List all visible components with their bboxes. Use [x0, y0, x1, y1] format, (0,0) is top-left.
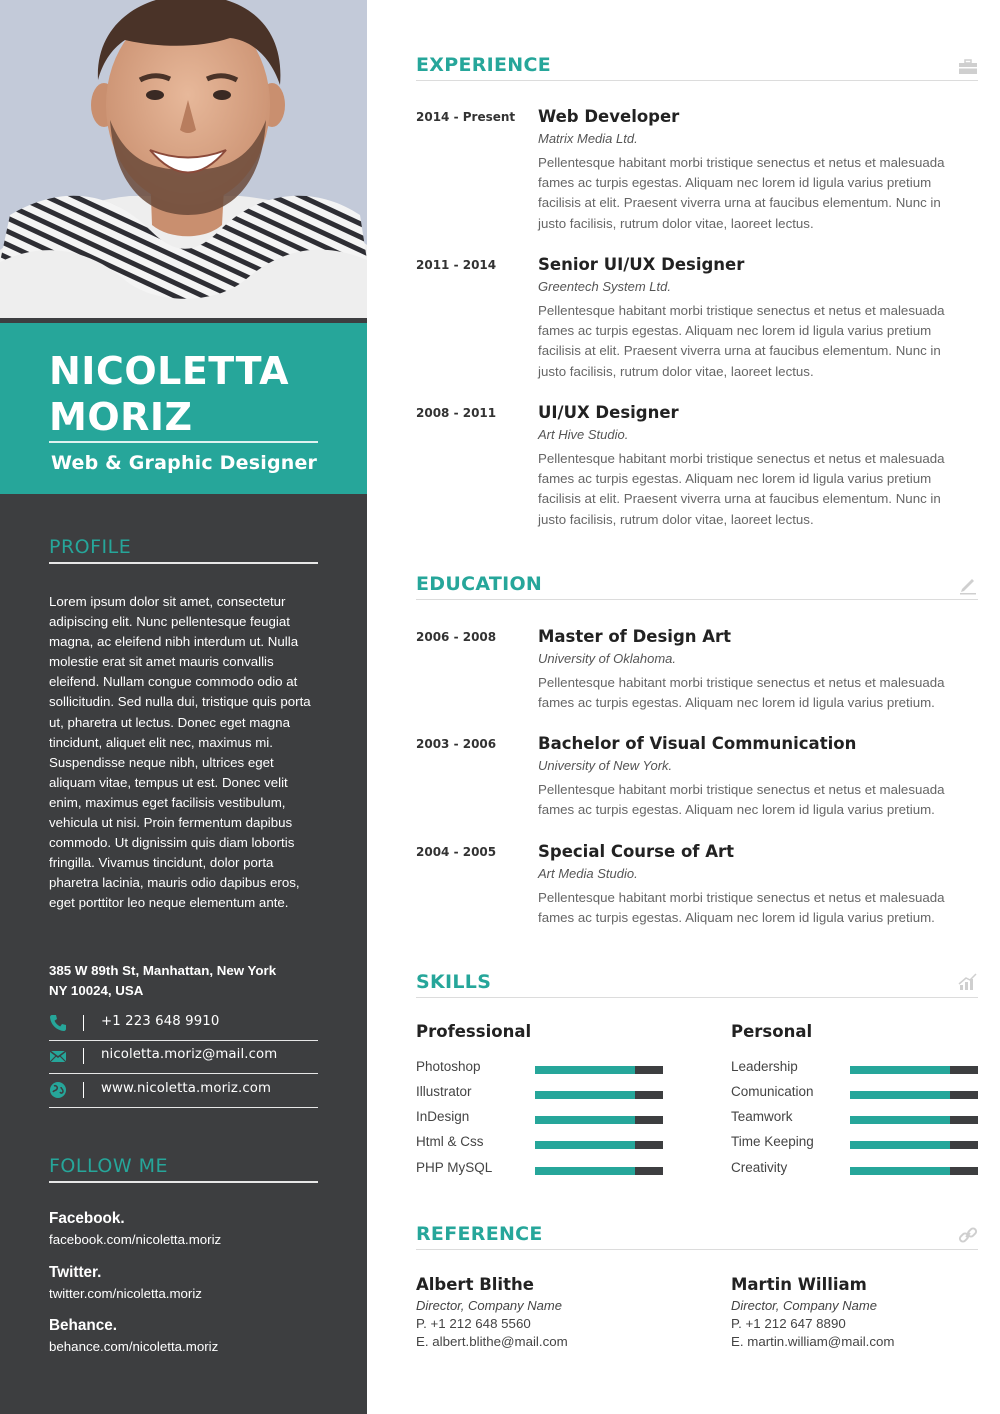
- globe-icon: [49, 1081, 67, 1099]
- reference-role: Director, Company Name: [416, 1298, 562, 1313]
- reference-phone[interactable]: P. +1 212 648 5560: [416, 1316, 531, 1331]
- experience-period: 2014 - Present: [416, 110, 516, 124]
- behance-link[interactable]: behance.com/nicoletta.moriz: [49, 1339, 219, 1354]
- skill-name: Teamwork: [731, 1109, 793, 1124]
- skill-bar-fill: [535, 1116, 635, 1124]
- skill-bar-fill: [850, 1116, 950, 1124]
- skill-name: Illustrator: [416, 1084, 472, 1099]
- experience-title: Web Developer: [538, 107, 680, 126]
- reference-heading: REFERENCE: [416, 1223, 543, 1245]
- education-period: 2003 - 2006: [416, 737, 497, 751]
- education-title: Bachelor of Visual Communication: [538, 734, 857, 753]
- education-school: Art Media Studio.: [538, 866, 638, 881]
- name-banner: [0, 323, 367, 494]
- pencil-icon: [958, 575, 978, 595]
- link-icon: [958, 1225, 978, 1245]
- education-divider: [416, 599, 978, 600]
- experience-heading: EXPERIENCE: [416, 54, 552, 76]
- reference-divider: [416, 1249, 978, 1250]
- skill-bar: [850, 1141, 978, 1149]
- email-icon: [49, 1047, 67, 1065]
- skill-name: Comunication: [731, 1084, 814, 1099]
- profile-heading: PROFILE: [49, 536, 132, 558]
- follow-heading: FOLLOW ME: [49, 1155, 169, 1177]
- reference-name: Albert Blithe: [416, 1275, 534, 1294]
- skill-bar-fill: [535, 1167, 635, 1175]
- skill-row: [731, 1109, 978, 1127]
- email-address[interactable]: nicoletta.moriz@mail.com: [101, 1047, 278, 1062]
- skill-bar-fill: [850, 1167, 950, 1175]
- experience-period: 2011 - 2014: [416, 258, 497, 272]
- experience-title: Senior UI/UX Designer: [538, 255, 745, 274]
- portrait-illustration: [0, 0, 367, 318]
- skill-bar-fill: [535, 1091, 635, 1099]
- profile-divider: [49, 562, 318, 564]
- education-description: Pellentesque habitant morbi tristique senectus et netus et malesuada fames ac turpis egestas. Aliquam nec lorem id ligula varius pretium.: [538, 890, 945, 926]
- profile-photo: [0, 0, 367, 318]
- reference-email[interactable]: E. martin.william@mail.com: [731, 1334, 895, 1349]
- website-url[interactable]: www.nicoletta.moriz.com: [101, 1081, 272, 1096]
- contact-phone: [49, 1007, 318, 1041]
- education-period: 2006 - 2008: [416, 630, 497, 644]
- skill-bar: [535, 1167, 663, 1175]
- education-school: University of Oklahoma.: [538, 651, 676, 666]
- skills-heading: SKILLS: [416, 971, 492, 993]
- skill-row: [416, 1109, 663, 1127]
- person-name: [49, 348, 289, 440]
- address-line-1: 385 W 89th St, Manhattan, New York: [49, 963, 277, 978]
- experience-description: Pellentesque habitant morbi tristique senectus et netus et malesuada fames ac turpis egestas. Aliquam nec lorem id ligula varius pretium facilisis at elit. Praesent viverra urna at faucibus elementum. Nunc in justo facilisis, rutrum dolor vitae, laoreet lectus.: [538, 303, 945, 379]
- contact-website: [49, 1074, 318, 1108]
- contact-separator: [83, 1082, 84, 1098]
- skill-bar-fill: [850, 1066, 950, 1074]
- profile-text: Lorem ipsum dolor sit amet, consectetur adipiscing elit. Nunc pellentesque feugiat magna, ac eleifend nibh interdum ut. Nulla molestie erat sit amet mauris convallis eleifend. Nullam congue commodo odio at sollicitudin. Sed nulla dui, tristique quis porta ut, pharetra ut lectus. Donec eget magna tincidunt, aliquet elit nec, maximus mi. Suspendisse neque nibh, ultrices eget aliquam vitae, tempus ut est. Donec velit enim, maximus eget facilisis vestibulum, vehicula ut nisi. Proin fermentum dapibus commodo. Ut dignissim quis diam lobortis fringilla. Vivamus tincidunt, dolor porta pharetra lacinia, mauris odio dapibus eros, eget porttitor leo neque elementum ante.: [49, 594, 311, 911]
- behance-label: Behance.: [49, 1317, 118, 1334]
- education-description: Pellentesque habitant morbi tristique senectus et netus et malesuada fames ac turpis egestas. Aliquam nec lorem id ligula varius pretium.: [538, 782, 945, 818]
- skill-bar: [535, 1141, 663, 1149]
- experience-company: Matrix Media Ltd.: [538, 131, 638, 146]
- experience-description: Pellentesque habitant morbi tristique senectus et netus et malesuada fames ac turpis egestas. Aliquam nec lorem id ligula varius pretium facilisis at elit. Praesent viverra urna at faucibus elementum. Nunc in justo facilisis, rutrum dolor vitae, laoreet lectus.: [538, 451, 945, 527]
- name-divider: [49, 441, 318, 443]
- experience-company: Greentech System Ltd.: [538, 279, 671, 294]
- facebook-label: Facebook.: [49, 1210, 125, 1227]
- skill-row: [416, 1160, 663, 1178]
- skill-name: Photoshop: [416, 1059, 481, 1074]
- skill-row: [731, 1134, 978, 1152]
- twitter-label: Twitter.: [49, 1264, 102, 1281]
- contact-separator: [83, 1048, 84, 1064]
- follow-divider: [49, 1181, 318, 1183]
- job-title: Web & Graphic Designer: [51, 452, 318, 474]
- contact-email: [49, 1040, 318, 1074]
- personal-skills-title: Personal: [731, 1022, 813, 1041]
- last-name: MORIZ: [49, 395, 193, 439]
- experience-divider: [416, 80, 978, 81]
- skill-name: InDesign: [416, 1109, 470, 1124]
- reference-card: [416, 1275, 656, 1349]
- skill-bar-fill: [850, 1141, 950, 1149]
- skill-row: [731, 1059, 978, 1077]
- skill-bar: [850, 1116, 978, 1124]
- skill-bar-fill: [850, 1091, 950, 1099]
- skill-name: Leadership: [731, 1059, 798, 1074]
- skill-row: [416, 1134, 663, 1152]
- facebook-link[interactable]: facebook.com/nicoletta.moriz: [49, 1232, 222, 1247]
- reference-email[interactable]: E. albert.blithe@mail.com: [416, 1334, 568, 1349]
- professional-skills-title: Professional: [416, 1022, 532, 1041]
- bar-chart-icon: [958, 972, 978, 992]
- phone-icon: [49, 1014, 67, 1032]
- briefcase-icon: [958, 57, 978, 77]
- experience-description: Pellentesque habitant morbi tristique senectus et netus et malesuada fames ac turpis egestas. Aliquam nec lorem id ligula varius pretium facilisis at elit. Praesent viverra urna at faucibus elementum. Nunc in justo facilisis, rutrum dolor vitae, laoreet lectus.: [538, 155, 945, 231]
- skill-bar: [535, 1091, 663, 1099]
- professional-skills: [416, 1022, 663, 1175]
- first-name: NICOLETTA: [49, 349, 289, 393]
- skill-bar: [850, 1091, 978, 1099]
- education-title: Master of Design Art: [538, 627, 732, 646]
- sidebar: [0, 0, 367, 1414]
- skill-bar-fill: [535, 1141, 635, 1149]
- education-period: 2004 - 2005: [416, 845, 497, 859]
- skill-bar: [535, 1066, 663, 1074]
- twitter-link[interactable]: twitter.com/nicoletta.moriz: [49, 1286, 202, 1301]
- reference-phone[interactable]: P. +1 212 647 8890: [731, 1316, 846, 1331]
- experience-period: 2008 - 2011: [416, 406, 497, 420]
- experience-company: Art Hive Studio.: [538, 427, 629, 442]
- skill-bar: [850, 1066, 978, 1074]
- skill-bar: [535, 1116, 663, 1124]
- experience-title: UI/UX Designer: [538, 403, 679, 422]
- skill-bar: [850, 1167, 978, 1175]
- skill-name: Creativity: [731, 1160, 788, 1175]
- reference-name: Martin William: [731, 1275, 867, 1294]
- reference-role: Director, Company Name: [731, 1298, 877, 1313]
- phone-number[interactable]: +1 223 648 9910: [101, 1014, 220, 1029]
- skill-name: Time Keeping: [731, 1134, 814, 1149]
- education-school: University of New York.: [538, 758, 673, 773]
- contact-divider: [49, 1107, 318, 1108]
- education-title: Special Course of Art: [538, 842, 734, 861]
- skill-name: PHP MySQL: [416, 1160, 493, 1175]
- skills-divider: [416, 997, 978, 998]
- skill-name: Html & Css: [416, 1134, 484, 1149]
- skill-bar-fill: [535, 1066, 635, 1074]
- personal-skills: [731, 1022, 978, 1175]
- contact-separator: [83, 1015, 84, 1031]
- skill-row: [731, 1084, 978, 1102]
- skill-row: [731, 1160, 978, 1178]
- education-heading: EDUCATION: [416, 573, 543, 595]
- reference-card: [731, 1275, 971, 1349]
- skill-row: [416, 1059, 663, 1077]
- address: [49, 961, 319, 1001]
- address-line-2: NY 10024, USA: [49, 983, 144, 998]
- skill-row: [416, 1084, 663, 1102]
- education-description: Pellentesque habitant morbi tristique senectus et netus et malesuada fames ac turpis egestas. Aliquam nec lorem id ligula varius pretium.: [538, 675, 945, 711]
